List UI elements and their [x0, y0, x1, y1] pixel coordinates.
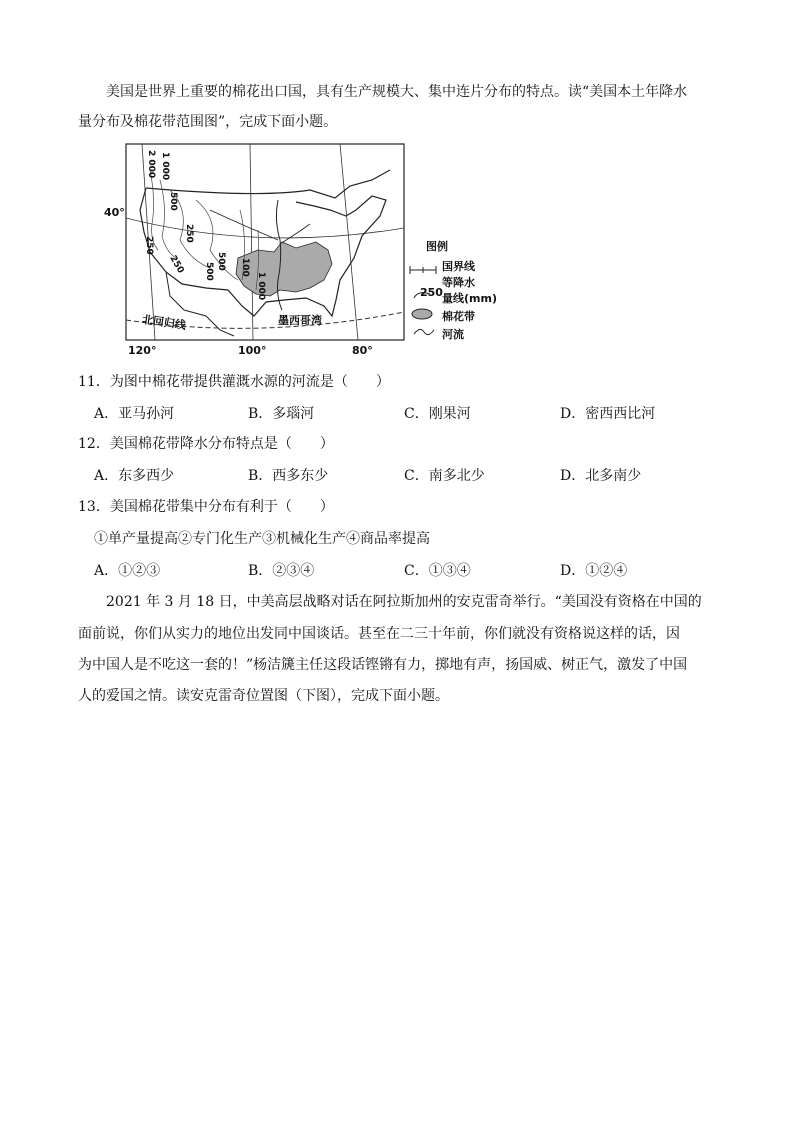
question-12-stem: 12．美国棉花带降水分布特点是（ ） — [78, 436, 334, 452]
contour-label-500: 500 — [168, 192, 178, 211]
q12-option-b[interactable]: B．西多东少 — [248, 468, 329, 484]
q13-option-b[interactable]: B．②③④ — [248, 563, 315, 579]
q13-option-a[interactable]: A．①②③ — [94, 563, 161, 579]
passage-line-3: 为中国人是不吃这一套的！”杨洁篪主任这段话铿锵有力，掷地有声，扬国威、树正气，激发了中国 — [78, 657, 688, 673]
q12-option-c[interactable]: C．南多北少 — [404, 468, 485, 484]
q13-option-d[interactable]: D．①②④ — [560, 563, 628, 579]
intro-line-1: 美国是世界上重要的棉花出口国，具有生产规模大、集中连片分布的特点。读“美国本土年降水 — [106, 84, 688, 100]
question-13-statements: ①单产量提高②专门化生产③机械化生产④商品率提高 — [94, 531, 430, 547]
legend-cotton-label: 棉花带 — [442, 310, 475, 323]
lon-80-label: 80° — [352, 344, 373, 357]
contour-label-500c: 500 — [204, 262, 214, 281]
legend-title: 图例 — [426, 240, 448, 253]
contour-label-250: 250 — [184, 224, 194, 243]
legend-border-label: 国界线 — [442, 260, 475, 273]
q12-option-d[interactable]: D．北多南少 — [560, 468, 642, 484]
cotton-belt-icon — [410, 308, 434, 320]
gulf-label: 墨西哥湾 — [278, 314, 322, 327]
passage-line-2: 面前说，你们从实力的地位出发同中国谈话。甚至在二三十年前，你们就没有资格说这样的话，因 — [78, 626, 680, 642]
passage-line-1: 2021 年 3 月 18 日，中美高层战略对话在阿拉斯加州的安克雷奇举行。“美国没有资格在中国的 — [106, 594, 702, 610]
passage-line-4: 人的爱国之情。读安克雷奇位置图（下图），完成下面小题。 — [78, 688, 449, 704]
q11-option-b[interactable]: B．多瑙河 — [248, 406, 315, 422]
contour-label-1000b: 1 000 — [256, 272, 266, 301]
lat-40-label: 40° — [104, 206, 125, 219]
question-11-stem: 11．为图中棉花带提供灌溉水源的河流是（ ） — [78, 374, 390, 390]
border-line-icon — [408, 262, 440, 270]
contour-label-250b: 250 — [144, 236, 154, 255]
contour-label-1000: 1 000 — [160, 152, 170, 181]
q11-option-d[interactable]: D．密西西比河 — [560, 406, 656, 422]
legend-isohyet-label: 等降水 — [442, 276, 475, 289]
q11-option-a[interactable]: A．亚马孙河 — [94, 406, 175, 422]
question-13-stem: 13．美国棉花带集中分布有利于（ ） — [78, 499, 334, 515]
legend-river-label: 河流 — [442, 328, 464, 341]
tropic-label: 北回归线 — [141, 312, 187, 332]
legend-isohyet-value: 250 — [420, 286, 443, 299]
lon-120-label: 120° — [128, 344, 157, 357]
lon-100-label: 100° — [238, 344, 267, 357]
contour-label-100: 100 — [240, 258, 250, 277]
q11-option-c[interactable]: C．刚果河 — [404, 406, 471, 422]
legend-isohyet-unit: 量线(mm) — [442, 292, 497, 305]
q13-option-c[interactable]: C．①③④ — [404, 563, 471, 579]
river-icon — [412, 326, 436, 338]
contour-label-250c: 250 — [167, 254, 186, 276]
contour-label-2000: 2 000 — [146, 150, 156, 179]
intro-line-2: 量分布及棉花带范围图”，完成下面小题。 — [78, 114, 338, 130]
q12-option-a[interactable]: A．东多西少 — [94, 468, 175, 484]
contour-label-500b: 500 — [216, 252, 226, 271]
